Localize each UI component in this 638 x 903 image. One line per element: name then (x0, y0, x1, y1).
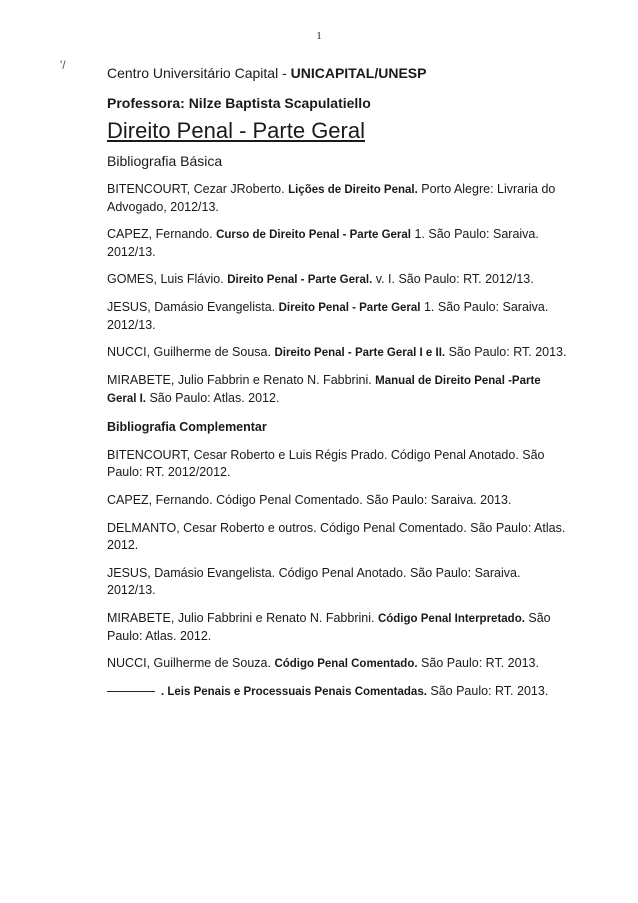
reference-details: São Paulo: Atlas. 2012. (146, 391, 280, 405)
reference-author: BITENCOURT, Cesar Roberto e Luis Régis Prado. Código Penal Anotado. São Paulo: RT. 2012/2012. (107, 448, 545, 479)
reference-author: MIRABETE, Julio Fabbrin e Renato N. Fabbrini. (107, 373, 376, 387)
reference-item (107, 520, 567, 555)
reference-author: CAPEZ, Fernando. Código Penal Comentado. São Paulo: Saraiva. 2013. (107, 493, 512, 507)
reference-title: Direito Penal - Parte Geral (278, 302, 421, 314)
reference-item (107, 683, 567, 701)
reference-details: Porto Alegre: Livraria do Advogado, 2012/13. (107, 182, 556, 214)
reference-item (107, 271, 567, 289)
author-repeat-line (107, 691, 155, 692)
reference-author: JESUS, Damásio Evangelista. Código Penal Anotado. São Paulo: Saraiva. 2012/13. (107, 566, 521, 597)
reference-details: 1. São Paulo: Saraiva. 2012/13. (107, 227, 539, 259)
professor-name: Professora: Nilze Baptista Scapulatiello (107, 95, 371, 111)
page-number: 1 (316, 30, 322, 42)
reference-details: São Paulo: Atlas. 2012. (107, 611, 551, 643)
reference-title: Curso de Direito Penal - Parte Geral (216, 229, 411, 241)
reference-item (107, 492, 567, 510)
reference-item (107, 610, 567, 645)
reference-author: NUCCI, Guilherme de Souza. (107, 656, 275, 670)
complementary-bibliography-heading: Bibliografia Complementar (107, 420, 267, 434)
reference-item (107, 655, 567, 673)
reference-item (107, 181, 567, 216)
reference-details: São Paulo: RT. 2013. (445, 345, 567, 359)
reference-title: Lições de Direito Penal. (288, 184, 418, 196)
scan-artifact-mark: '/ (60, 58, 66, 72)
institution-name: UNICAPITAL/UNESP (290, 65, 427, 81)
reference-title: Direito Penal - Parte Geral I e II. (274, 347, 446, 359)
reference-item (107, 372, 567, 408)
reference-title: Direito Penal - Parte Geral. (227, 274, 373, 286)
reference-title: . Leis Penais e Processuais Penais Comentadas. (161, 686, 427, 698)
reference-item (107, 226, 567, 261)
reference-details: São Paulo: RT. 2013. (417, 656, 539, 670)
basic-bibliography-heading: Bibliografia Básica (107, 153, 223, 169)
reference-title: Manual de Direito Penal -Parte Geral I. (107, 375, 541, 405)
reference-author: DELMANTO, Cesar Roberto e outros. Código Penal Comentado. São Paulo: Atlas. 2012. (107, 521, 566, 552)
reference-author: CAPEZ, Fernando. (107, 227, 217, 241)
reference-item (107, 344, 567, 362)
reference-title: Código Penal Interpretado. (377, 613, 525, 625)
institution-prefix: Centro Universitário Capital - (107, 65, 291, 81)
reference-author: GOMES, Luis Flávio. (107, 272, 228, 286)
reference-author: JESUS, Damásio Evangelista. (107, 300, 279, 314)
reference-details: 1. São Paulo: Saraiva. 2012/13. (107, 300, 549, 332)
course-title: Direito Penal - Parte Geral (107, 118, 365, 143)
reference-details: v. I. São Paulo: RT. 2012/13. (372, 272, 534, 286)
reference-title: Código Penal Comentado. (274, 658, 418, 670)
institution-line (107, 64, 567, 82)
reference-author: NUCCI, Guilherme de Sousa. (107, 345, 275, 359)
reference-details: São Paulo: RT. 2013. (426, 684, 549, 698)
reference-author: MIRABETE, Julio Fabbrini e Renato N. Fabbrini. (107, 611, 378, 625)
reference-author: BITENCOURT, Cezar JRoberto. (107, 182, 289, 196)
reference-item (107, 565, 567, 600)
reference-item (107, 299, 567, 334)
document-body (107, 64, 567, 711)
reference-item (107, 447, 567, 482)
